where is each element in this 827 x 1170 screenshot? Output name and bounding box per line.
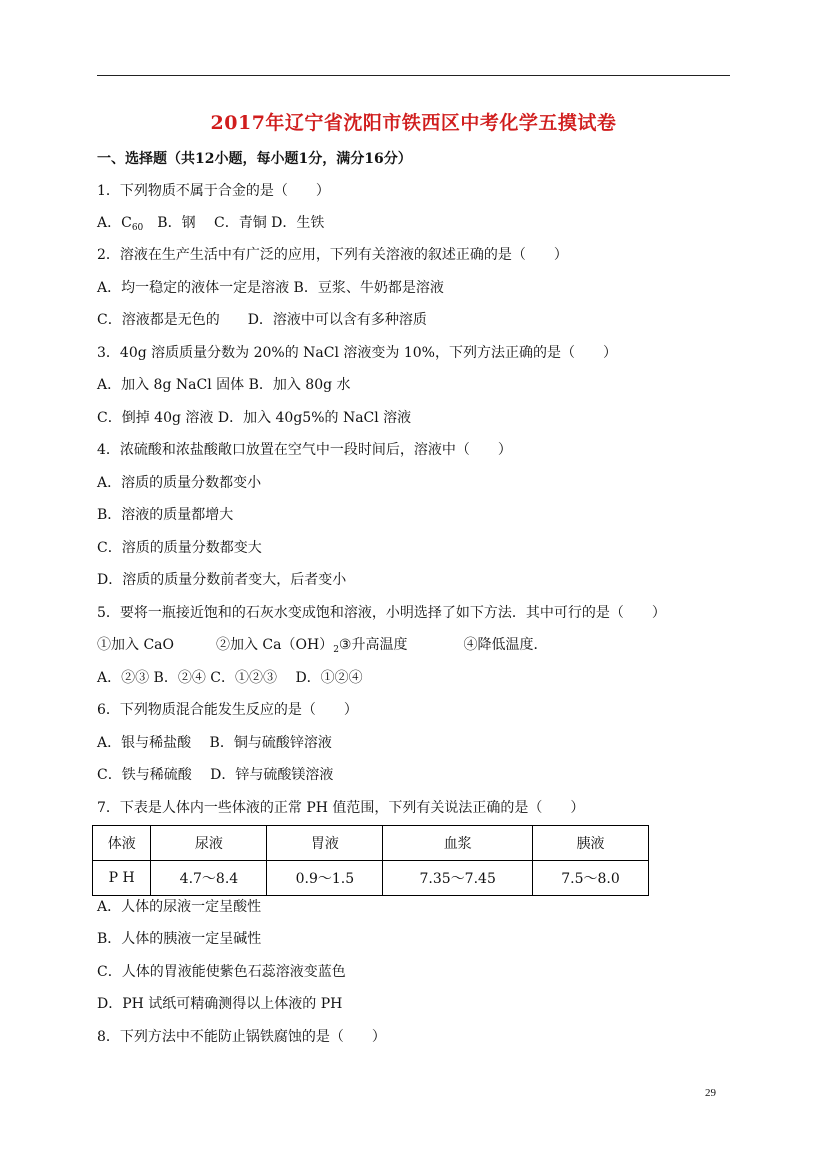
question-1-options bbox=[97, 213, 324, 235]
exam-title: 2017年辽宁省沈阳市铁西区中考化学五摸试卷 bbox=[210, 112, 617, 134]
question-7-option-b: B．人体的胰液一定呈碱性 bbox=[97, 931, 262, 947]
table-cell: 体液 bbox=[93, 826, 151, 861]
question-6-options-cd: C．铁与稀硫酸 D．锌与硫酸镁溶液 bbox=[97, 767, 334, 783]
question-4-option-b: B．溶液的质量都增大 bbox=[97, 507, 234, 523]
question-2-options-cd: C．溶液都是无色的 D．溶液中可以含有多种溶质 bbox=[97, 312, 427, 328]
question-7-option-d: D．PH 试纸可精确测得以上体液的 PH bbox=[97, 996, 343, 1012]
question-4-option-c: C．溶质的质量分数都变大 bbox=[97, 540, 262, 556]
question-3-options-ab: A．加入 8g NaCl 固体 B．加入 80g 水 bbox=[97, 377, 351, 393]
question-5-stem: 5．要将一瓶接近饱和的石灰水变成饱和溶液，小明选择了如下方法．其中可行的是（ ） bbox=[97, 605, 666, 621]
question-4-option-a: A．溶质的质量分数都变小 bbox=[97, 475, 262, 491]
question-5-methods bbox=[97, 635, 547, 657]
table-row bbox=[93, 861, 649, 896]
table-cell: 7.35～7.45 bbox=[383, 861, 533, 896]
question-8-stem: 8．下列方法中不能防止锅铁腐蚀的是（ ） bbox=[97, 1029, 386, 1045]
table-header-row bbox=[93, 826, 649, 861]
question-5-options: A．②③ B．②④ C．①②③ D．①②④ bbox=[97, 670, 363, 686]
question-3-options-cd: C．倒掉 40g 溶液 D．加入 40g5%的 NaCl 溶液 bbox=[97, 410, 412, 426]
table-cell: 7.5～8.0 bbox=[532, 861, 648, 896]
question-7-stem: 7．下表是人体内一些体液的正常 PH 值范围，下列有关说法正确的是（ ） bbox=[97, 800, 585, 816]
question-7-option-a: A．人体的尿液一定呈酸性 bbox=[97, 899, 262, 915]
table-cell: 0.9～1.5 bbox=[267, 861, 383, 896]
q1-option-a: A．C bbox=[97, 215, 132, 231]
ph-table bbox=[92, 825, 649, 896]
question-6-stem: 6．下列物质混合能发生反应的是（ ） bbox=[97, 702, 358, 718]
question-4-stem: 4．浓硫酸和浓盐酸敞口放置在空气中一段时间后，溶液中（ ） bbox=[97, 442, 512, 458]
q1-options-rest: B．钢 C．青铜 D．生铁 bbox=[143, 215, 325, 231]
table-cell: 血浆 bbox=[383, 826, 533, 861]
page-number: 29 bbox=[705, 1087, 716, 1099]
header-rule bbox=[97, 75, 730, 76]
question-7-option-c: C．人体的胃液能使紫色石蕊溶液变蓝色 bbox=[97, 964, 346, 980]
table-cell: P H bbox=[93, 861, 151, 896]
q5-methods-end: ③升高温度 ④降低温度． bbox=[338, 637, 548, 653]
question-1-stem: 1．下列物质不属于合金的是（ ） bbox=[97, 183, 330, 199]
table-cell: 尿液 bbox=[151, 826, 267, 861]
question-2-stem: 2．溶液在生产生活中有广泛的应用，下列有关溶液的叙述正确的是（ ） bbox=[97, 247, 568, 263]
q1-subscript: 60 bbox=[131, 223, 144, 233]
question-4-option-d: D．溶质的质量分数前者变大，后者变小 bbox=[97, 572, 347, 588]
section-heading: 一、选择题（共12小题，每小题1分，满分16分） bbox=[97, 151, 412, 167]
table-cell: 胰液 bbox=[532, 826, 648, 861]
q5-methods-start: ①加入 CaO ②加入 Ca（OH） bbox=[97, 637, 334, 653]
question-6-options-ab: A．银与稀盐酸 B．铜与硫酸锌溶液 bbox=[97, 735, 332, 751]
question-2-options-ab: A．均一稳定的液体一定是溶液 B．豆浆、牛奶都是溶液 bbox=[97, 280, 444, 296]
table-cell: 胃液 bbox=[267, 826, 383, 861]
q5-subscript: 2 bbox=[333, 645, 339, 655]
table-cell: 4.7～8.4 bbox=[151, 861, 267, 896]
question-3-stem: 3．40g 溶质质量分数为 20%的 NaCl 溶液变为 10%，下列方法正确的是（ ） bbox=[97, 345, 617, 361]
